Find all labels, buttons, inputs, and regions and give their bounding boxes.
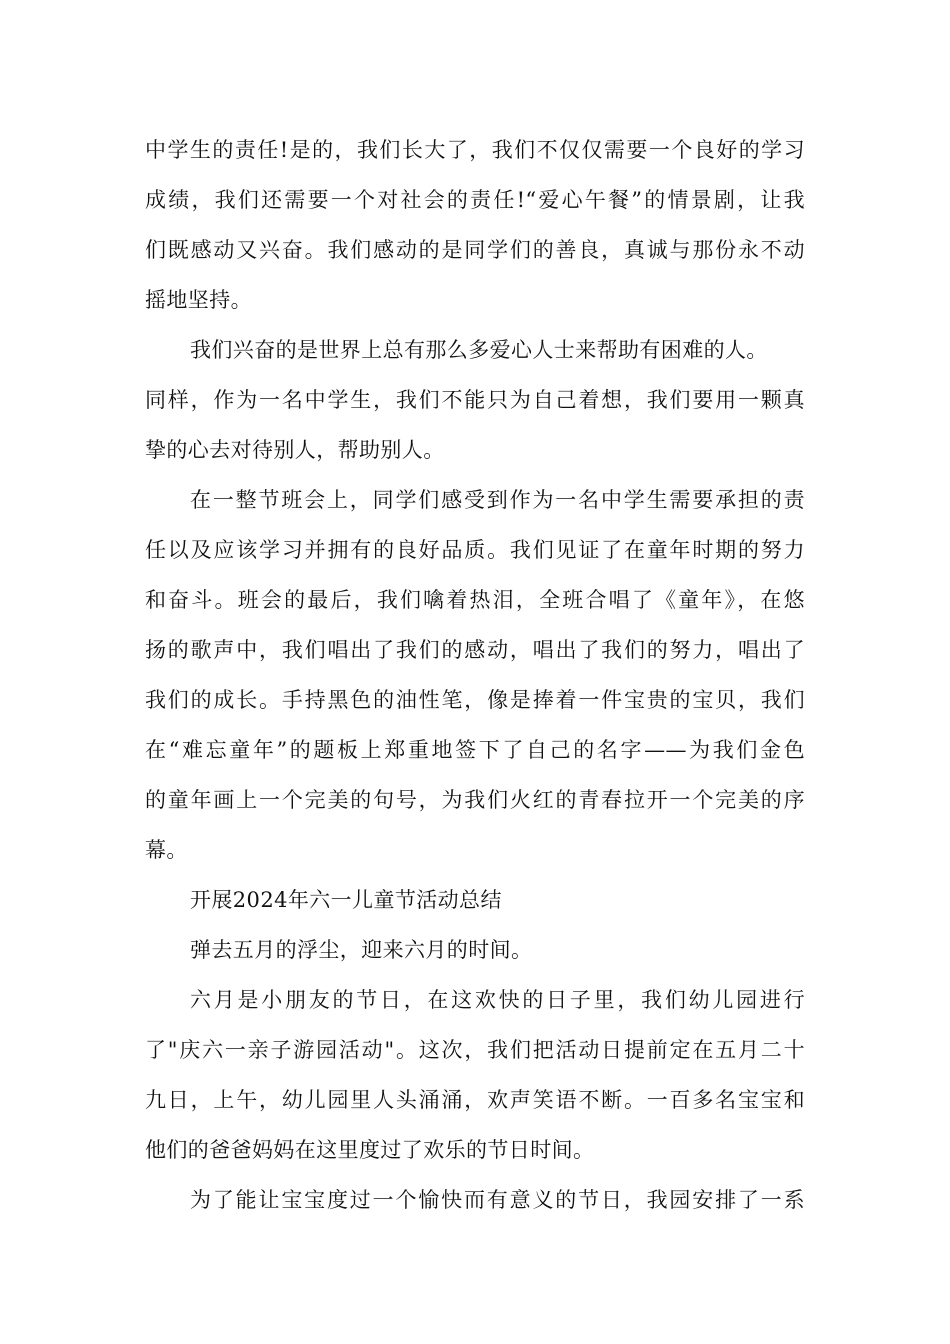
text-line: 摇地坚持。 [145, 288, 252, 312]
text-line: 的童年画上一个完美的句号，为我们火红的青春拉开一个完美的序 [145, 788, 805, 812]
text-line: 他们的爸爸妈妈在这里度过了欢乐的节日时间。 [145, 1138, 595, 1162]
text-line: 了"庆六一亲子游园活动"。这次，我们把活动日提前定在五月二十 [145, 1038, 805, 1062]
text-line: 们既感动又兴奋。我们感动的是同学们的善良，真诚与那份永不动 [145, 238, 805, 262]
text-line: 我们的成长。手持黑色的油性笔，像是捧着一件宝贵的宝贝，我们 [145, 688, 805, 712]
text-line: 扬的歌声中，我们唱出了我们的感动，唱出了我们的努力，唱出了 [145, 638, 805, 662]
paragraph-first-line: 弹去五月的浮尘，迎来六月的时间。 [190, 938, 533, 962]
text-line: 和奋斗。班会的最后，我们噙着热泪，全班合唱了《童年》，在悠 [145, 588, 805, 612]
text-line: 挚的心去对待别人，帮助别人。 [145, 438, 445, 462]
paragraph-first-line: 在一整节班会上，同学们感受到作为一名中学生需要承担的责 [190, 488, 805, 512]
paragraph-first-line: 我们兴奋的是世界上总有那么多爱心人士来帮助有困难的人。 [190, 338, 768, 362]
text-line: 九日，上午，幼儿园里人头涌涌，欢声笑语不断。一百多名宝宝和 [145, 1088, 805, 1112]
text-line: 在“难忘童年”的题板上郑重地签下了自己的名字——为我们金色 [145, 738, 805, 762]
text-line: 任以及应该学习并拥有的良好品质。我们见证了在童年时期的努力 [145, 538, 805, 562]
text-line: 同样，作为一名中学生，我们不能只为自己着想，我们要用一颗真 [145, 388, 805, 412]
text-line: 成绩，我们还需要一个对社会的责任!“爱心午餐”的情景剧，让我 [145, 188, 805, 212]
text-line: 幕。 [145, 838, 188, 862]
paragraph-first-line: 为了能让宝宝度过一个愉快而有意义的节日，我园安排了一系 [190, 1188, 805, 1212]
text-line: 中学生的责任!是的，我们长大了，我们不仅仅需要一个良好的学习 [145, 138, 805, 162]
section-title: 开展2024年六一儿童节活动总结 [190, 888, 502, 912]
paragraph-first-line: 六月是小朋友的节日，在这欢快的日子里，我们幼儿园进行 [190, 988, 805, 1012]
